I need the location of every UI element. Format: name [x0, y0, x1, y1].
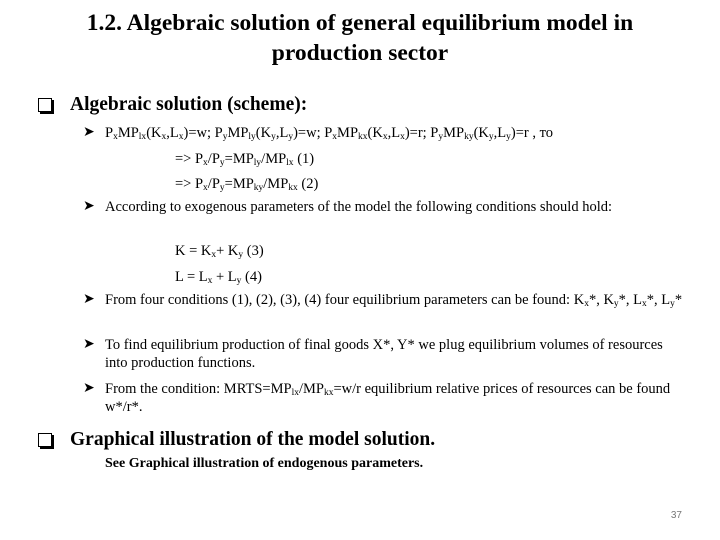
list-item-mrts — [83, 380, 685, 416]
arrow-bullet-icon: ➤ — [83, 337, 95, 352]
list-item-find-production — [83, 336, 685, 372]
slide-title: 1.2. Algebraic solution of general equilibrium model in production sector — [86, 10, 634, 66]
four-conditions-text: From four conditions (1), (2), (3), (4) four equilibrium parameters can be found: $K_x*$, $K_y*$, $L_x*$, $L_y*$ — [105, 292, 683, 309]
page-number: 37 — [670, 510, 682, 521]
list-item-conditions — [83, 198, 685, 216]
equation-line: $P_xMP_{lx}(K_x,L_x)=w$; $P_yMP_{ly}(K_y,L_y)=w$; $P_xMP_{kx}(K_x,L_x)=r$; $P_yMP_{ky}(K_y,L_y)=r$ , то — [105, 125, 553, 142]
section-heading: Graphical illustration of the model solution. — [70, 429, 436, 450]
list-item-four-conditions — [83, 291, 685, 309]
equation-1: => $P_x/P_y=MP_{ly}/MP_{lx}$ (1) — [175, 151, 315, 168]
see-reference: See Graphical illustration of endogenous parameters. — [105, 456, 424, 471]
arrow-bullet-icon: ➤ — [83, 292, 95, 307]
section-graphical-illustration — [70, 428, 435, 452]
conditions-text: According to exogenous parameters of the model the following conditions should hold: — [105, 199, 612, 215]
square-bullet-icon — [38, 98, 52, 112]
equation-2: => $P_x/P_y=MP_{ky}/MP_{kx}$ (2) — [175, 176, 319, 193]
mrts-text: From the condition: $MRTS=MP_{lx}/MP_{kx}=w/r$ equilibrium relative prices of resources can be found w*/r*. — [105, 381, 671, 415]
arrow-bullet-icon: ➤ — [83, 381, 95, 396]
equation-4: $L = L_x + L_y$ (4) — [175, 269, 262, 286]
arrow-bullet-icon: ➤ — [83, 199, 95, 214]
section-algebraic-solution — [70, 93, 307, 117]
square-bullet-icon — [38, 433, 52, 447]
section-heading: Algebraic solution (scheme): — [70, 94, 308, 115]
list-item-equations — [83, 124, 685, 142]
arrow-bullet-icon: ➤ — [83, 125, 95, 140]
equation-3: $K = K_x+ K_y$ (3) — [175, 243, 264, 260]
find-production-text: To find equilibrium production of final goods X*, Y* we plug equilibrium volumes of resources into production functions. — [105, 337, 663, 371]
